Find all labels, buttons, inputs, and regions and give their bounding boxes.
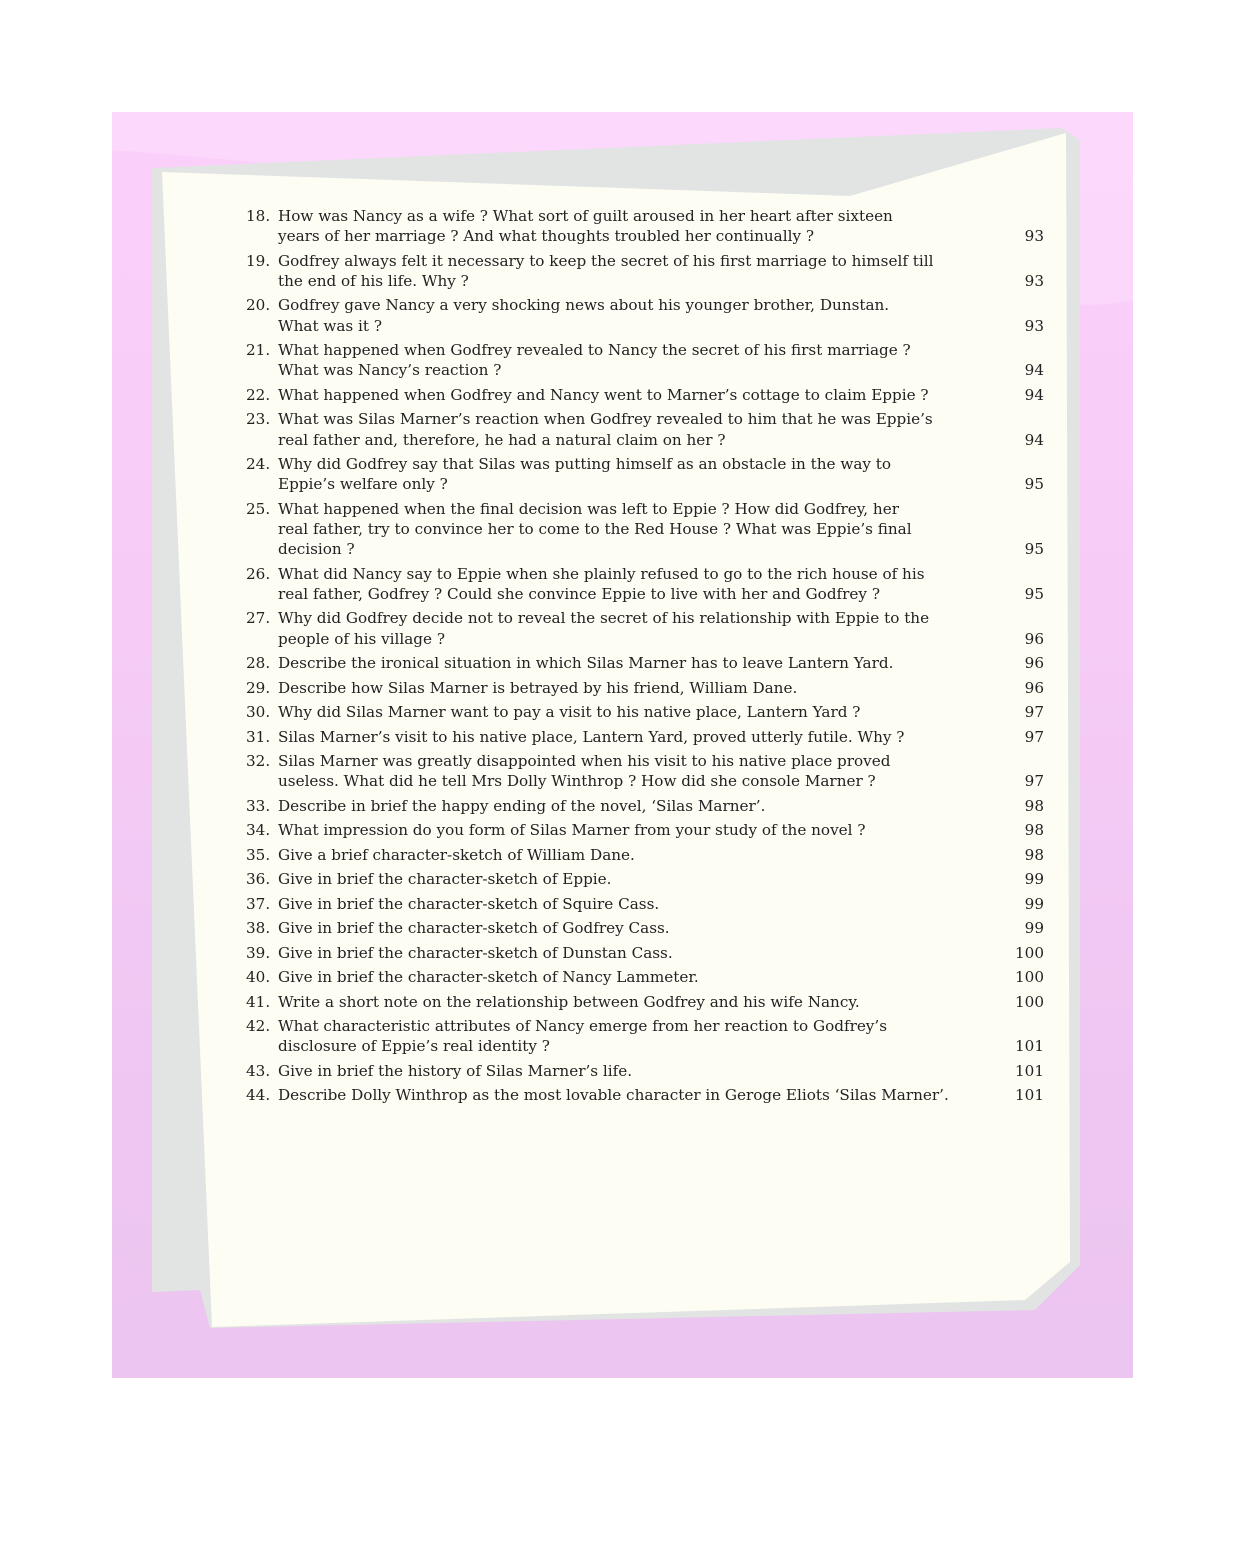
toc-entry-text: real father, try to convince her to come to the Red House ? What was Eppie’s final [278, 519, 912, 538]
toc-entry-page: 97 [1024, 727, 1044, 746]
toc-entry [246, 943, 1044, 963]
toc-entry-text: What did Nancy say to Eppie when she plainly refused to go to the rich house of his [278, 564, 925, 583]
toc-entry-text: Give in brief the character-sketch of Squire Cass. [278, 894, 660, 913]
toc-entry-text: What happened when Godfrey revealed to Nancy the secret of his first marriage ? [278, 341, 911, 360]
toc-entry [246, 702, 1044, 722]
toc-entry [246, 206, 1044, 246]
toc-entry-number: 24. [246, 455, 271, 474]
toc-entry-number: 22. [246, 385, 271, 404]
toc-entry [246, 727, 1044, 747]
toc-entry-number: 31. [246, 727, 271, 746]
toc-entry-text: Give in brief the character-sketch of Dunstan Cass. [278, 943, 673, 962]
toc-entry [246, 992, 1044, 1012]
toc-entry-text: Write a short note on the relationship between Godfrey and his wife Nancy. [278, 992, 860, 1011]
toc-entry-text: Give in brief the character-sketch of Nancy Lammeter. [278, 968, 699, 987]
toc-entry [246, 564, 1044, 604]
toc-entry-text: Describe the ironical situation in which Silas Marner has to leave Lantern Yard. [278, 654, 894, 673]
toc-entry-text: Eppie’s welfare only ? [278, 475, 448, 494]
toc-entry-number: 36. [246, 870, 271, 889]
toc-entry-page: 96 [1024, 654, 1044, 673]
toc-entry-page: 98 [1024, 796, 1044, 815]
toc-entry-page: 96 [1024, 678, 1044, 697]
toc-entry [246, 251, 1044, 291]
toc-entry-text: real father and, therefore, he had a natural claim on her ? [278, 430, 726, 449]
toc-entry-text: How was Nancy as a wife ? What sort of guilt aroused in her heart after sixteen [278, 207, 893, 225]
toc-entry-number: 34. [246, 821, 271, 840]
toc-entry-number: 37. [246, 894, 271, 913]
toc-entry-number: 41. [246, 992, 271, 1011]
toc-entry-number: 30. [246, 703, 271, 722]
toc-entry-page: 101 [1015, 1061, 1044, 1080]
toc-entry-page: 101 [1015, 1037, 1044, 1056]
toc-entry-number: 19. [246, 251, 271, 270]
toc-entry-number: 43. [246, 1061, 271, 1080]
toc-entry-number: 32. [246, 752, 271, 771]
toc-entry-page: 100 [1015, 968, 1044, 987]
toc-entry-text: What happened when Godfrey and Nancy went to Marner’s cottage to claim Eppie ? [278, 385, 929, 404]
toc-entry [246, 653, 1044, 673]
toc-entry [246, 409, 1044, 449]
toc-entry-number: 23. [246, 410, 271, 429]
toc-entry-text: What was Nancy’s reaction ? [278, 361, 502, 380]
toc-entry-number: 38. [246, 919, 271, 938]
toc-entry-number: 29. [246, 678, 271, 697]
toc-entry [246, 499, 1044, 560]
toc-entry-text: the end of his life. Why ? [278, 271, 469, 290]
toc-entry-page: 93 [1024, 227, 1044, 246]
toc-entry [246, 340, 1044, 380]
toc-entry-text: Describe Dolly Winthrop as the most lovable character in Geroge Eliots ‘Silas Marner’. [278, 1086, 949, 1105]
toc-entry-text: years of her marriage ? And what thoughts troubled her continually ? [278, 227, 814, 246]
toc-entry-text: Silas Marner was greatly disappointed when his visit to his native place proved [278, 752, 891, 771]
toc-entry [246, 918, 1044, 938]
toc-entry-page: 93 [1024, 316, 1044, 335]
toc-entry-number: 28. [246, 654, 271, 673]
toc-entry-number: 39. [246, 943, 271, 962]
toc-entry-page: 98 [1024, 821, 1044, 840]
toc-entry-number: 26. [246, 564, 271, 583]
toc-entry-page: 100 [1015, 943, 1044, 962]
toc-entry-text: decision ? [278, 540, 355, 559]
toc-entry-text: disclosure of Eppie’s real identity ? [278, 1037, 550, 1056]
toc-entry-page: 99 [1024, 894, 1044, 913]
toc-entry-page: 99 [1024, 870, 1044, 889]
toc-entry-text: Godfrey gave Nancy a very shocking news about his younger brother, Dunstan. [278, 296, 890, 315]
toc-entry [246, 385, 1044, 405]
toc-entry-page: 95 [1024, 540, 1044, 559]
toc-entry-text: Why did Godfrey decide not to reveal the secret of his relationship with Eppie to the [278, 609, 930, 628]
toc-entry [246, 1085, 1044, 1105]
toc-entry-text: What happened when the final decision was left to Eppie ? How did Godfrey, her [278, 499, 899, 518]
toc-entry [246, 1016, 1044, 1056]
toc-entry-number: 40. [246, 968, 271, 987]
toc-entry-page: 96 [1024, 629, 1044, 648]
toc-entry-text: What characteristic attributes of Nancy emerge from her reaction to Godfrey’s [278, 1017, 888, 1036]
toc-entry [246, 751, 1044, 791]
toc-entry-text: Describe in brief the happy ending of the novel, ‘Silas Marner’. [278, 796, 766, 815]
toc-entry-number: 20. [246, 296, 271, 315]
toc-entry-text: What impression do you form of Silas Marner from your study of the novel ? [278, 821, 866, 840]
toc-entry [246, 869, 1044, 889]
toc-entry-page: 95 [1024, 584, 1044, 603]
toc-entry-number: 21. [246, 341, 271, 360]
toc-entry [246, 678, 1044, 698]
toc-entry-number: 27. [246, 609, 271, 628]
toc-entry [246, 454, 1044, 494]
toc-entry [246, 820, 1044, 840]
table-of-contents [246, 206, 1044, 1110]
toc-entry-text: What was Silas Marner’s reaction when Godfrey revealed to him that he was Eppie’s [278, 410, 933, 429]
toc-entry-text: people of his village ? [278, 629, 445, 648]
toc-entry [246, 967, 1044, 987]
toc-entry-number: 42. [246, 1017, 271, 1036]
toc-entry-page: 94 [1024, 361, 1044, 380]
toc-entry-page: 97 [1024, 772, 1044, 791]
toc-entry-text: Give in brief the character-sketch of Eppie. [278, 870, 612, 889]
toc-entry [246, 295, 1044, 335]
toc-entry-text: What was it ? [278, 316, 382, 335]
toc-entry [246, 894, 1044, 914]
toc-entry-number: 18. [246, 207, 271, 225]
toc-entry-page: 97 [1024, 703, 1044, 722]
toc-entry-text: Give in brief the character-sketch of Godfrey Cass. [278, 919, 670, 938]
toc-entry-number: 35. [246, 845, 271, 864]
toc-entry-text: useless. What did he tell Mrs Dolly Winthrop ? How did she console Marner ? [278, 772, 876, 791]
toc-entry-page: 93 [1024, 271, 1044, 290]
toc-entry-text: Why did Silas Marner want to pay a visit to his native place, Lantern Yard ? [278, 703, 861, 722]
toc-entry-text: Describe how Silas Marner is betrayed by his friend, William Dane. [278, 678, 798, 697]
toc-entry-text: Why did Godfrey say that Silas was putting himself as an obstacle in the way to [278, 455, 892, 474]
toc-entry [246, 1061, 1044, 1081]
toc-entry-page: 101 [1015, 1086, 1044, 1105]
toc-entry-number: 33. [246, 796, 271, 815]
toc-entry-text: real father, Godfrey ? Could she convince Eppie to live with her and Godfrey ? [278, 584, 880, 603]
toc-entry-page: 98 [1024, 845, 1044, 864]
toc-entry-text: Give a brief character-sketch of William Dane. [278, 845, 635, 864]
toc-entry-text: Silas Marner’s visit to his native place, Lantern Yard, proved utterly futile. Why ? [278, 727, 905, 746]
toc-entry [246, 608, 1044, 648]
toc-entry-number: 25. [246, 499, 271, 518]
toc-entry-page: 100 [1015, 992, 1044, 1011]
toc-entry-page: 95 [1024, 475, 1044, 494]
toc-entry-text: Give in brief the history of Silas Marner’s life. [278, 1061, 633, 1080]
toc-entry [246, 845, 1044, 865]
toc-entry-page: 94 [1024, 385, 1044, 404]
toc-entry-text: Godfrey always felt it necessary to keep the secret of his first marriage to himself till [278, 251, 934, 270]
toc-entry [246, 796, 1044, 816]
toc-entry-page: 94 [1024, 430, 1044, 449]
toc-entry-page: 99 [1024, 919, 1044, 938]
toc-entry-number: 44. [246, 1086, 271, 1105]
